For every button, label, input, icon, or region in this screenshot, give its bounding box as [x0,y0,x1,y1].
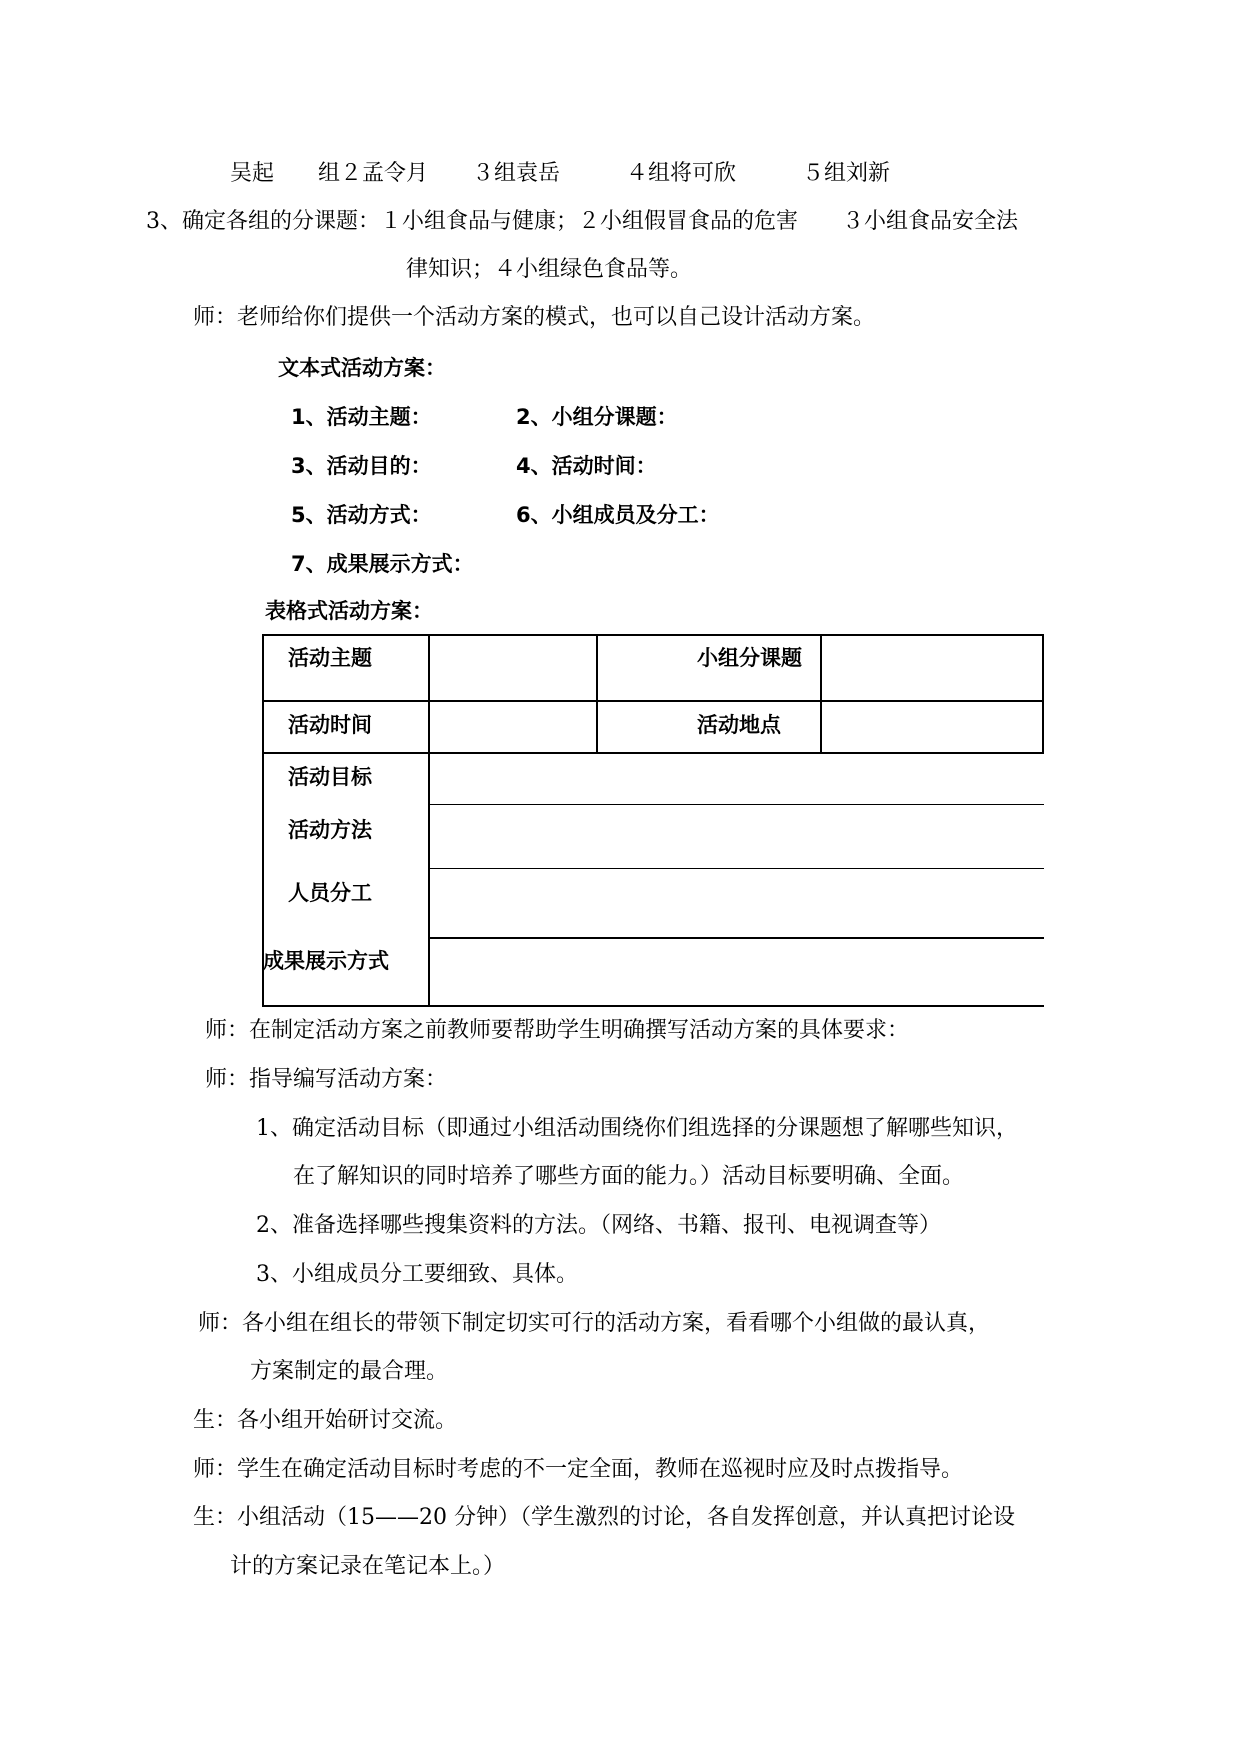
teacher-line-2: 师：在制定活动方案之前教师要帮助学生明确撰写活动方案的具体要求： [205,1018,910,1043]
table-label-division: 人员分工 [288,881,372,905]
teacher-line-5: 师：学生在确定活动目标时考虑的不一定全面，教师在巡视时应及时点拨指导。 [193,1457,964,1482]
plan-item-purpose: 3、活动目的： [291,454,432,478]
table-label-result: 成果展示方式 [263,949,389,973]
table-label-place: 活动地点 [697,713,781,737]
plan-item-time: 4、活动时间： [516,454,657,478]
teacher-line-4a: 师：各小组在组长的带领下制定切实可行的活动方案，看看哪个小组做的最认真， [198,1311,991,1336]
table-label-subtopic: 小组分课题 [697,646,802,670]
plan-item-theme: 1、活动主题： [291,405,432,429]
plan-item-method: 5、活动方式： [291,503,432,527]
plan-item-members: 6、小组成员及分工： [516,503,720,527]
topics-line-2: 律知识；４小组绿色食品等。 [406,257,693,282]
step-2-line: 2、准备选择哪些搜集资料的方法。（网络、书籍、报刊、电视调查等） [256,1213,941,1238]
plan-item-row [291,452,657,480]
step-3-line: 3、小组成员分工要细致、具体。 [256,1262,578,1287]
plan-item-row [291,403,678,431]
table-cell [428,634,598,702]
table-cell [820,634,1044,702]
student-line-2a: 生：小组活动（15——20 分钟）（学生激烈的讨论，各自发挥创意，并认真把讨论设 [193,1505,1015,1530]
groups-line: 吴起 组２孟令月 ３组袁岳 ４组将可欣 ５组刘新 [230,161,891,186]
student-line-1: 生：各小组开始研讨交流。 [193,1408,458,1433]
plan-item-result: 7、成果展示方式： [291,552,474,576]
activity-plan-table [262,634,1044,1007]
table-plan-heading: 表格式活动方案： [265,599,433,623]
student-line-2b: 计的方案记录在笔记本上。） [230,1554,506,1579]
table-label-topic: 活动主题 [288,646,372,670]
table-label-time: 活动时间 [288,713,372,737]
table-divider [428,937,1044,939]
table-cell [820,700,1044,754]
teacher-line-1: 师：老师给你们提供一个活动方案的模式，也可以自己设计活动方案。 [193,305,876,330]
step-1-line-a: 1、确定活动目标（即通过小组活动围绕你们组选择的分课题想了解哪些知识， [256,1116,1018,1141]
topics-line-1: 3、确定各组的分课题：１小组食品与健康；２小组假冒食品的危害 ３小组食品安全法 [146,209,1019,234]
teacher-line-4b: 方案制定的最合理。 [250,1359,449,1384]
table-divider [428,868,1044,869]
plan-item-subtopic: 2、小组分课题： [516,405,678,429]
teacher-line-3: 师：指导编写活动方案： [205,1067,448,1092]
plan-item-row [291,501,720,529]
table-label-method: 活动方法 [288,818,372,842]
table-cell [428,700,598,754]
table-divider [428,1005,1044,1007]
text-plan-heading: 文本式活动方案： [278,356,446,380]
plan-item-row [291,550,516,578]
step-1-line-b: 在了解知识的同时培养了哪些方面的能力。）活动目标要明确、全面。 [293,1164,965,1189]
table-divider [428,804,1044,805]
table-label-goal: 活动目标 [288,765,372,789]
